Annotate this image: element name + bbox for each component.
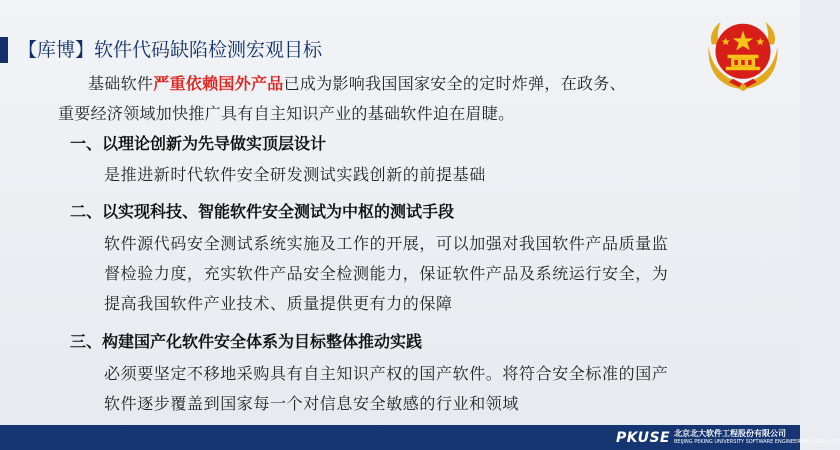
section-2-line: 提高我国软件产业技术、质量提供更有力的保障: [104, 294, 453, 313]
company-name-cn: 北京北大软件工程股份有限公司: [674, 429, 786, 438]
section-3-body: [104, 359, 668, 419]
section-2-line: 软件源代码安全测试系统实施及工作的开展，可以加强对我国软件产品质量监: [104, 234, 669, 253]
section-2-body: [104, 229, 668, 319]
intro-line-2: 重要经济领域加快推广具有自主知识产业的基础软件迫在眉睫。: [58, 104, 515, 123]
intro-prefix: 基础软件: [88, 74, 154, 93]
section-2-heading: 二、以实现科技、智能软件安全测试为中枢的测试手段: [70, 202, 455, 221]
section-3-line: 必须要坚定不移地采购具有自主知识产权的国产软件。将符合安全标准的国产: [104, 364, 669, 383]
title-accent-bar: [0, 37, 8, 63]
national-emblem-icon: [700, 10, 786, 96]
section-1-line: 是推进新时代软件安全研发测试实践创新的前提基础: [104, 165, 486, 184]
section-3-line: 软件逐步覆盖到国家每一个对信息安全敏感的行业和领域: [104, 394, 520, 413]
section-2-line: 督检验力度，充实软件产品安全检测能力，保证软件产品及系统运行安全，为: [104, 264, 669, 283]
section-1-heading: 一、以理论创新为先导做实顶层设计: [70, 134, 327, 153]
logo-mark: PKUSE: [616, 430, 671, 446]
intro-highlight: 严重依赖国外产品: [153, 74, 284, 93]
section-1-body: [104, 160, 486, 190]
slide-title: 【库博】软件代码缺陷检测宏观目标: [18, 39, 323, 61]
intro-suffix: 已成为影响我国国家安全的定时炸弹，在政务、: [283, 74, 626, 93]
section-3-heading: 三、构建国产化软件安全体系为目标整体推动实践: [70, 332, 423, 351]
company-name-en: BEIJING PEKING UNIVERSITY SOFTWARE ENGINEERING CORP., LTD.: [674, 439, 840, 445]
intro-line-1: [88, 72, 626, 96]
